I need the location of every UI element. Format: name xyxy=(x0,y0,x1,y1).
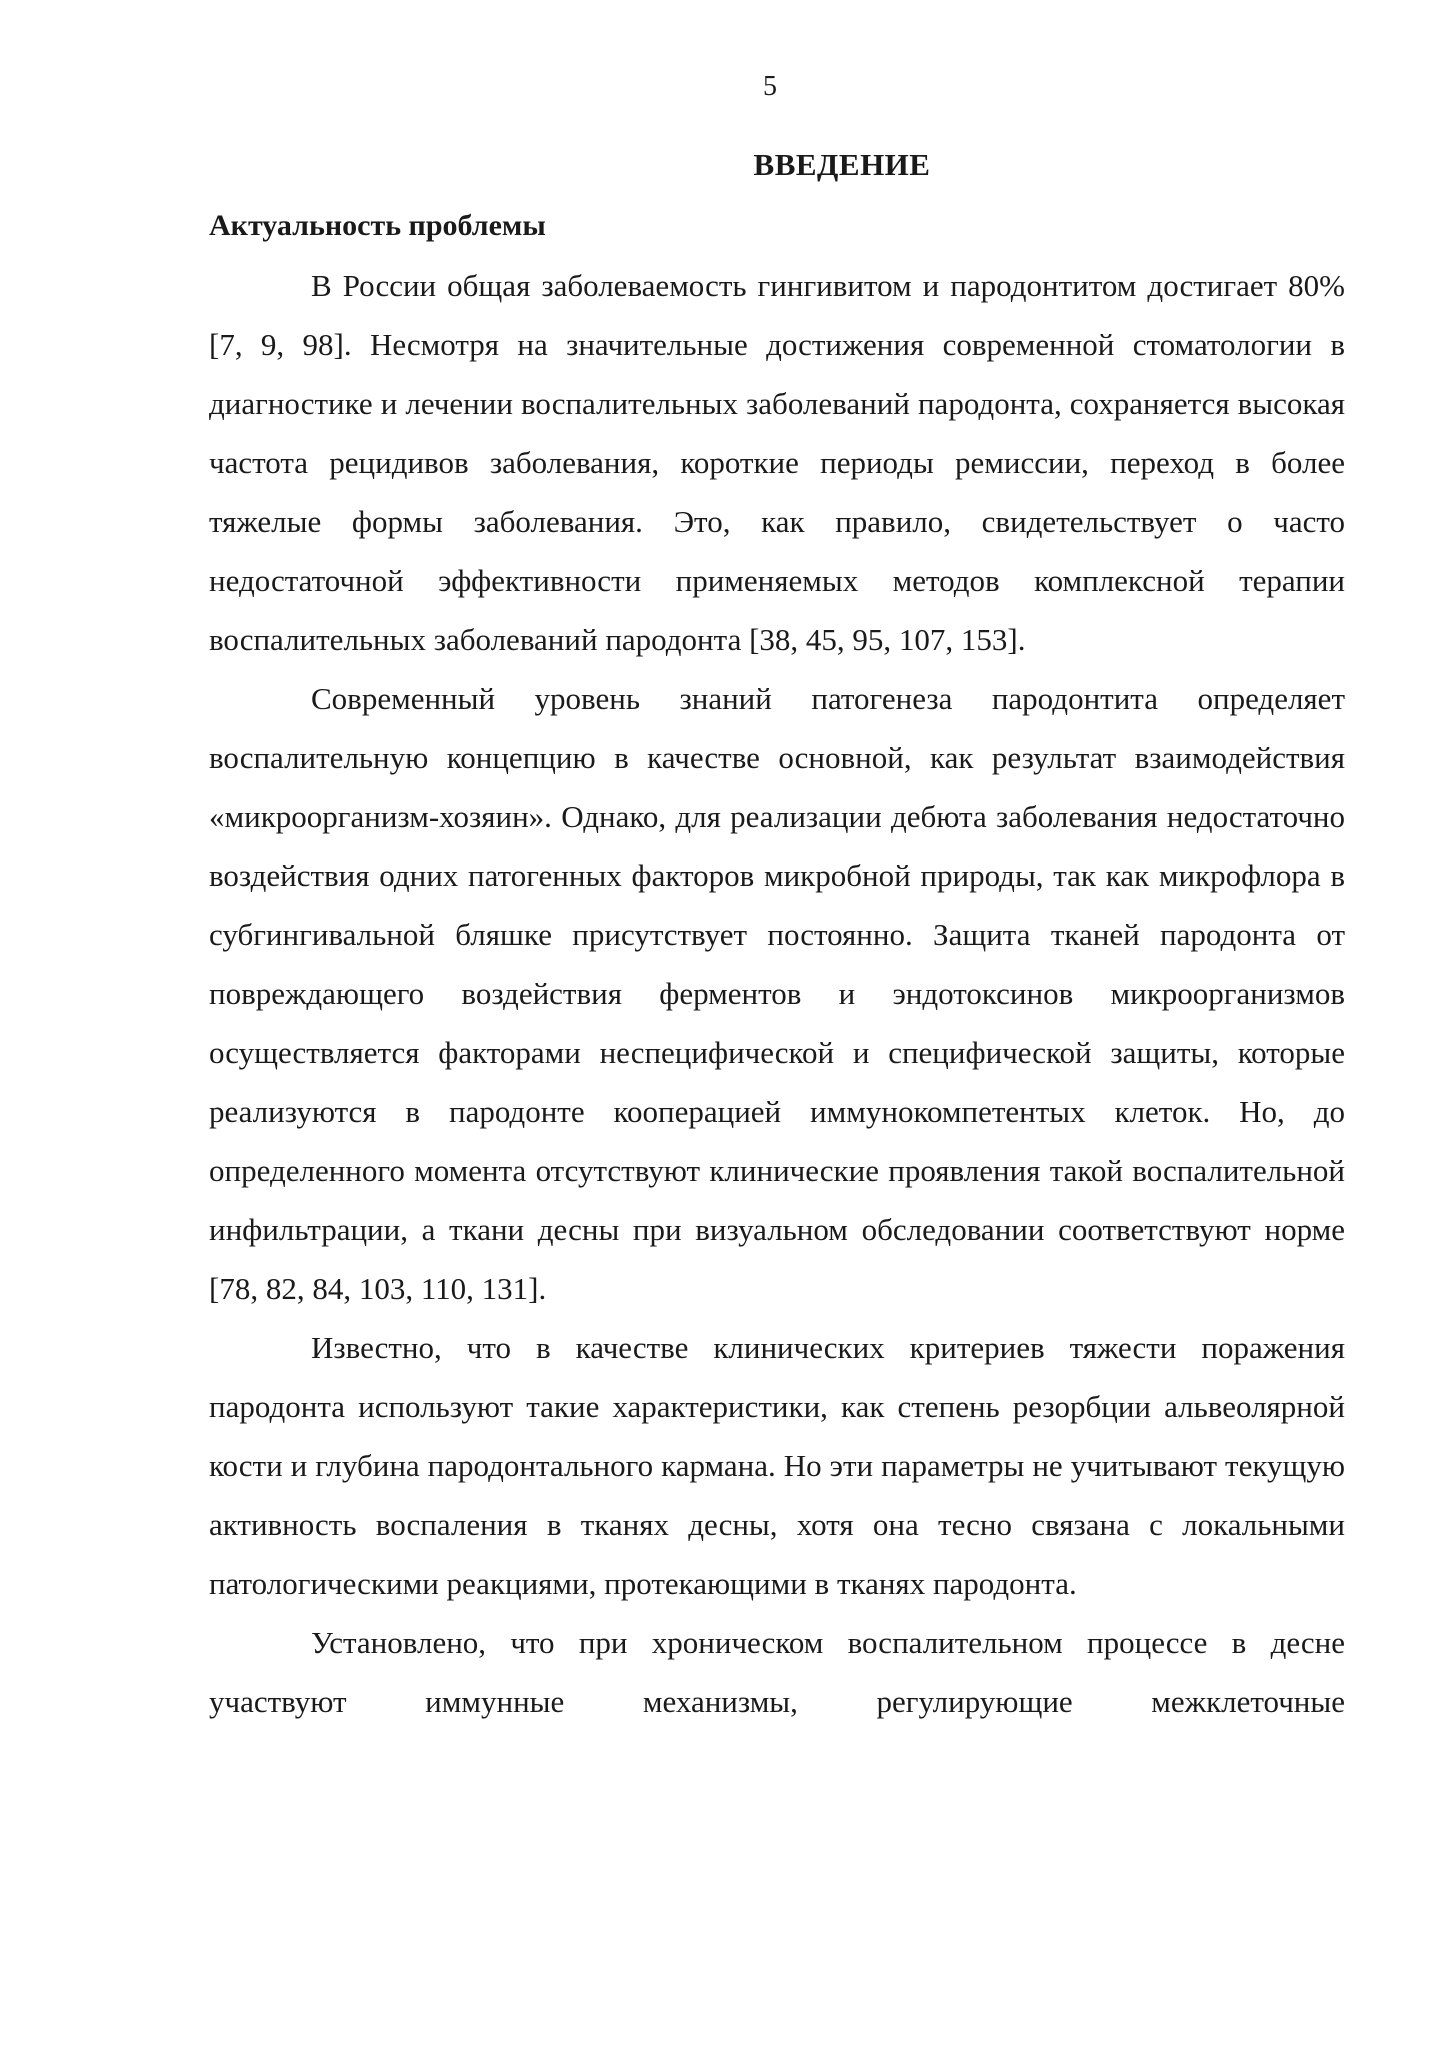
subsection-title: Актуальность проблемы xyxy=(209,209,546,242)
page-number: 5 xyxy=(763,71,777,102)
section-title: ВВЕДЕНИЕ xyxy=(753,147,931,182)
paragraph-3: Известно, что в качестве клинических критериев тяжести поражения пародонта используют такие характеристики, как степень резорбции альвеолярной кости и глубина пародонтального кармана. Но эти параметры не учитывают текущую активность воспаления в тканях десны, хотя она тесно связана с локальными патологическими реакциями, протекающими в тканях пародонта. xyxy=(209,1330,1345,1601)
paragraph-1: В России общая заболеваемость гингивитом и пародонтитом достигает 80% [7, 9, 98]. Несмотря на значительные достижения современной стоматологии в диагностике и лечении воспалительных заболеваний пародонта, сохраняется высокая частота рецидивов заболевания, короткие периоды ремиссии, переход в более тяжелые формы заболевания. Это, как правило, свидетельствует о часто недостаточной эффективности применяемых методов комплексной терапии воспалительных заболеваний пародонта [38, 45, 95, 107, 153]. xyxy=(209,268,1345,657)
paragraph-2: Современный уровень знаний патогенеза пародонтита определяет воспалительную концепцию в качестве основной, как результат взаимодействия «микроорганизм-хозяин». Однако, для реализации дебюта заболевания недостаточно воздействия одних патогенных факторов микробной природы, так как микрофлора в субгингивальной бляшке присутствует постоянно. Защита тканей пародонта от повреждающего воздействия ферментов и эндотоксинов микроорганизмов осуществляется факторами неспецифической и специфической защиты, которые реализуются в пародонте кооперацией иммунокомпетентых клеток. Но, до определенного момента отсутствуют клинические проявления такой воспалительной инфильтрации, а ткани десны при визуальном обследовании соответствуют норме [78, 82, 84, 103, 110, 131]. xyxy=(209,681,1345,1306)
document-body xyxy=(209,134,1345,1731)
paragraph-4: Установлено, что при хроническом воспалительном процессе в десне участвуют иммунные механизмы, регулирующие межклеточные xyxy=(209,1625,1345,1719)
